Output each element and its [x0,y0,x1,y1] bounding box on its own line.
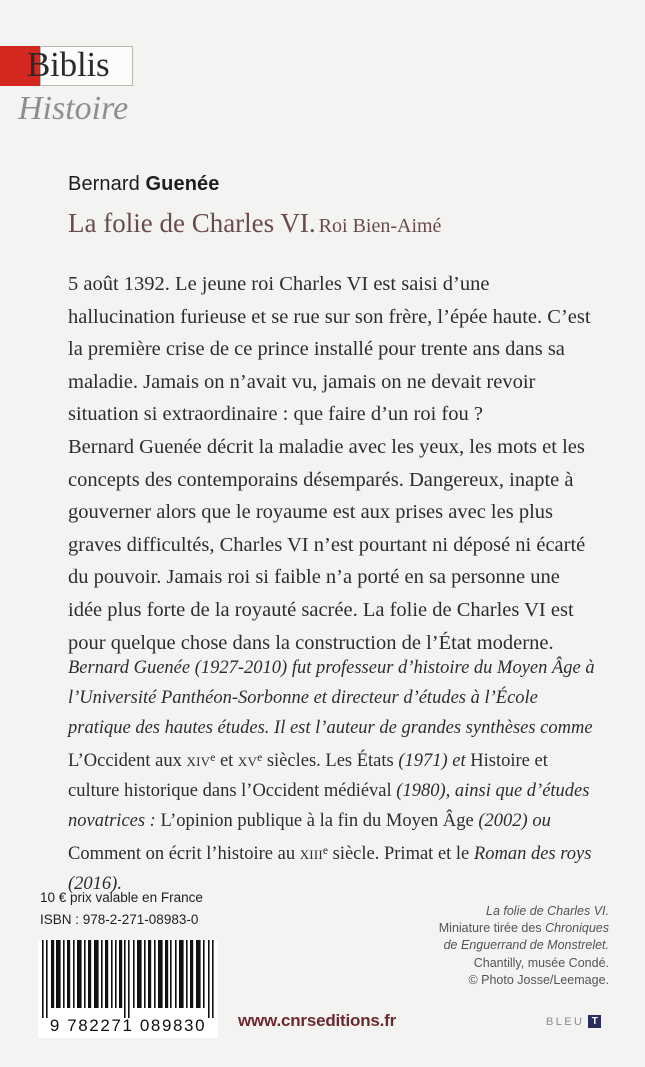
bio-segment: (1980), ainsi que d’études novatrices : [68,781,590,832]
bio-segment: (1971) et [398,751,471,772]
credit-line-source [349,920,609,937]
credit-line-photo: © Photo Josse/Leemage. [468,972,609,987]
author-first-name: Bernard [68,173,146,195]
bio-century-numeral: xiii [299,844,323,865]
bio-work-title: L’Occident aux [68,751,187,772]
bio-segment: Bernard Guenée (1927-2010) fut professeur d’histoire du Moyen Âge à l’Université Panthéon-Sorbonne et directeur d’études à l’École pratique des hautes études. Il est l’auteur de grandes synthèses comme [68,658,595,738]
bio-century-numeral: xiv [186,751,211,772]
barcode-digits: 9 782271 089830 [49,1016,207,1035]
credit-source-italic: Chroniques [545,921,609,936]
bleu-imprint-logo [546,1015,601,1028]
image-credit [349,903,609,989]
bio-segment: et [215,751,238,772]
publisher-url[interactable]: www.cnrseditions.fr [238,1011,397,1030]
bio-work-title: Histoire et culture historique dans l’Occident médiéval [68,751,548,802]
bleu-wordmark: BLEU [546,1015,585,1028]
bio-work-title: L’opinion publique à la fin du Moyen Âge [160,811,479,832]
bio-segment: (2002) ou [478,811,551,832]
credit-source-text: Miniature tirée des [438,921,546,936]
book-subtitle: Roi Bien-Aimé [318,215,442,237]
credit-line-location: Chantilly, musée Condé. [473,955,609,970]
bio-ordinal-suffix: e [322,845,328,858]
isbn-label: ISBN : 978-2-271-08983-0 [40,912,199,927]
credit-title-italic: La folie de Charles VI. [486,904,609,918]
collection-name: Biblis [27,45,110,84]
author-name [68,173,219,196]
bleu-square-icon: T [588,1015,601,1028]
blurb-paragraph-2: Bernard Guenée décrit la maladie avec les yeux, les mots et les concepts des contemporains désemparés. Dangereux, inapte à gouverner alors que le royaume est aux prises avec les plus graves difficultés, Charles VI n’est pourtant ni déposé ni écarté du pouvoir. Jamais roi si faible n’a porté en sa personne une idée plus forte de la royauté sacrée. La folie de Charles VI est pour quelque chose dans la construction de l’État moderne. [68,435,586,654]
barcode [38,940,218,1038]
back-cover-blurb [68,268,598,659]
credit-line-title [349,903,609,920]
bio-segment: siècle. Primat et le [328,844,474,865]
bio-century-numeral: xv [237,751,258,772]
author-last-name: Guenée [145,173,220,195]
credit-line-author: de Enguerrand de Monstrelet. [443,938,609,953]
blurb-paragraph-1: 5 août 1392. Le jeune roi Charles VI est saisi d’une hallucination furieuse et se rue sur son frère, l’épée haute. C’est la première crise de ce prince installé pour trente ans dans sa maladie. Jamais on n’avait vu, jamais on ne devait revoir situation si extraordinaire : que faire d’un roi fou ? [68,273,591,426]
barcode-bars-icon [38,940,218,1018]
price-label: 10 € prix valable en France [40,890,203,905]
book-title: La folie de Charles VI. [68,208,316,238]
collection-subtitle: Histoire [18,90,129,127]
book-title-line [68,208,441,239]
bio-ordinal-suffix: e [257,752,263,764]
bio-work-title: Roman des roys (2016). [68,844,592,895]
bio-ordinal-suffix: e [210,752,216,764]
collection-logo [0,46,200,138]
bio-work-title: Comment on écrit l’histoire au [68,844,300,865]
bio-work-title: siècles. Les États [262,751,399,772]
author-biography [68,653,598,899]
